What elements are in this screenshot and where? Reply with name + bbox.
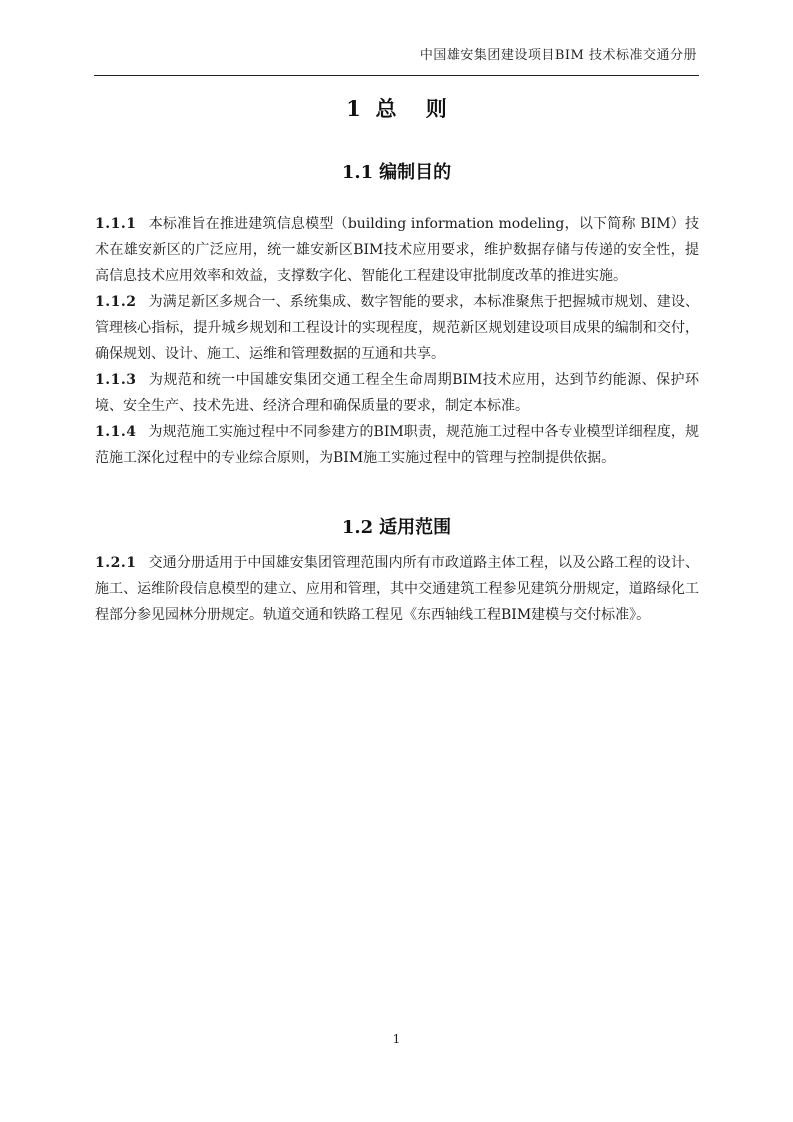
section-body-1-2 [95,550,699,628]
section-body-1-1 [95,211,699,471]
clause-1-1-1 [95,211,699,289]
clause-number: 1.1.2 [95,294,137,310]
header-divider [94,75,699,76]
section-heading-1-1 [0,158,793,184]
page-number: 1 [392,1032,401,1046]
section-heading-1-2 [0,513,793,539]
clause-text: 为满足新区多规合一、系统集成、数字智能的要求，本标准聚焦于把握城市规划、建设、管理核心指标，提升城乡规划和工程设计的实现程度，规范新区规划建设项目成果的编制和交付，确保规划、设计、施工、运维和管理数据的互通和共享。 [95,294,699,362]
clause-text: 交通分册适用于中国雄安集团管理范围内所有市政道路主体工程，以及公路工程的设计、施工、运维阶段信息模型的建立、应用和管理，其中交通建筑工程参见建筑分册规定，道路绿化工程部分参见园林分册规定。轨道交通和铁路工程见《东西轴线工程BIM建模与交付标准》。 [95,555,699,623]
clause-1-2-1 [95,550,699,628]
running-header: 中国雄安集团建设项目BIM 技术标准交通分册 [419,48,697,63]
clause-1-1-3 [95,367,699,419]
clause-1-1-2 [95,289,699,367]
clause-number: 1.1.1 [95,216,137,232]
clause-number: 1.1.4 [95,424,137,440]
section-title: 适用范围 [379,517,452,538]
chapter-title: 1 总 则 [346,96,447,121]
clause-1-1-4 [95,419,699,471]
clause-text: 为规范施工实施过程中不同参建方的BIM职责，规范施工过程中各专业模型详细程度，规范施工深化过程中的专业综合原则，为BIM施工实施过程中的管理与控制提供依据。 [95,424,699,466]
clause-text: 本标准旨在推进建筑信息模型（building information modeling，以下简称 BIM）技术在雄安新区的广泛应用，统一雄安新区BIM技术应用要求，维护数据存储与传递的安全性，提高信息技术应用效率和效益，支撑数字化、智能化工程建设审批制度改革的推进实施。 [95,216,699,284]
section-title: 编制目的 [379,162,452,183]
clause-text: 为规范和统一中国雄安集团交通工程全生命周期BIM技术应用，达到节约能源、保护环境、安全生产、技术先进、经济合理和确保质量的要求，制定本标准。 [95,372,699,414]
section-number: 1.2 [341,517,374,538]
section-number: 1.1 [341,162,374,183]
clause-number: 1.2.1 [95,555,137,571]
clause-number: 1.1.3 [95,372,137,388]
